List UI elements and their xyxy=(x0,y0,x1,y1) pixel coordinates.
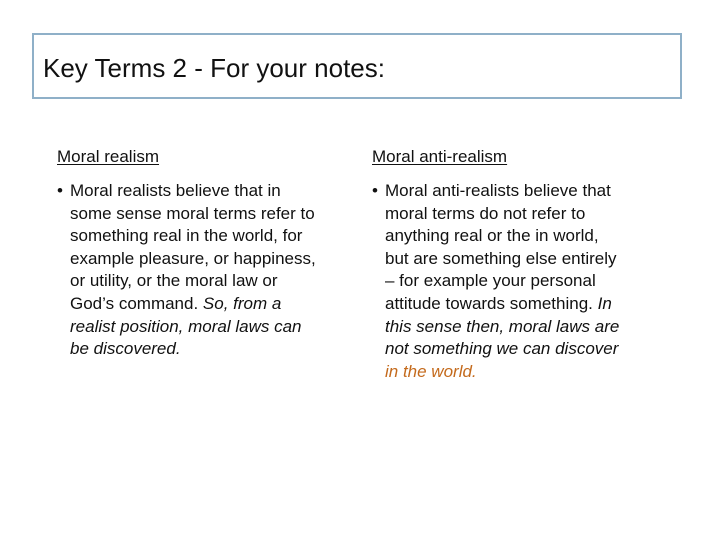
bullet-line: example pleasure, or happiness, xyxy=(70,248,316,268)
moral-realism-heading: Moral realism xyxy=(57,147,160,166)
bullet-line: this sense then, moral laws are xyxy=(385,316,620,336)
slide-title: Key Terms 2 - For your notes: xyxy=(43,53,385,83)
bullet-line: something real in the world, for xyxy=(70,226,303,246)
bullet-line: anything real or the in world, xyxy=(385,226,599,246)
bullet-line: attitude towards something. In xyxy=(385,293,612,313)
bullet-marker: • xyxy=(372,181,378,200)
bullet-line: Moral realists believe that in xyxy=(70,181,281,200)
bullet-marker: • xyxy=(57,181,63,200)
bullet-line: not something we can discover xyxy=(385,339,619,359)
bullet-line: be discovered. xyxy=(70,339,181,359)
bullet-line: – for example your personal xyxy=(385,271,596,291)
moral-anti-realism-bullet xyxy=(372,180,672,383)
bullet-line: some sense moral terms refer to xyxy=(70,203,315,223)
bullet-line: realist position, moral laws can xyxy=(70,316,302,336)
bullet-line: God’s command. So, from a xyxy=(70,293,282,313)
moral-realism-column xyxy=(57,146,357,361)
moral-anti-realism-column xyxy=(372,146,672,383)
bullet-line: moral terms do not refer to xyxy=(385,203,586,223)
moral-realism-bullet xyxy=(57,180,357,361)
bullet-line: or utility, or the moral law or xyxy=(70,271,278,291)
title-box xyxy=(32,33,682,99)
bullet-line: Moral anti-realists believe that xyxy=(385,181,611,200)
bullet-line-accent: in the world. xyxy=(385,361,477,381)
moral-anti-realism-heading: Moral anti-realism xyxy=(372,147,508,166)
bullet-line: but are something else entirely xyxy=(385,248,617,268)
